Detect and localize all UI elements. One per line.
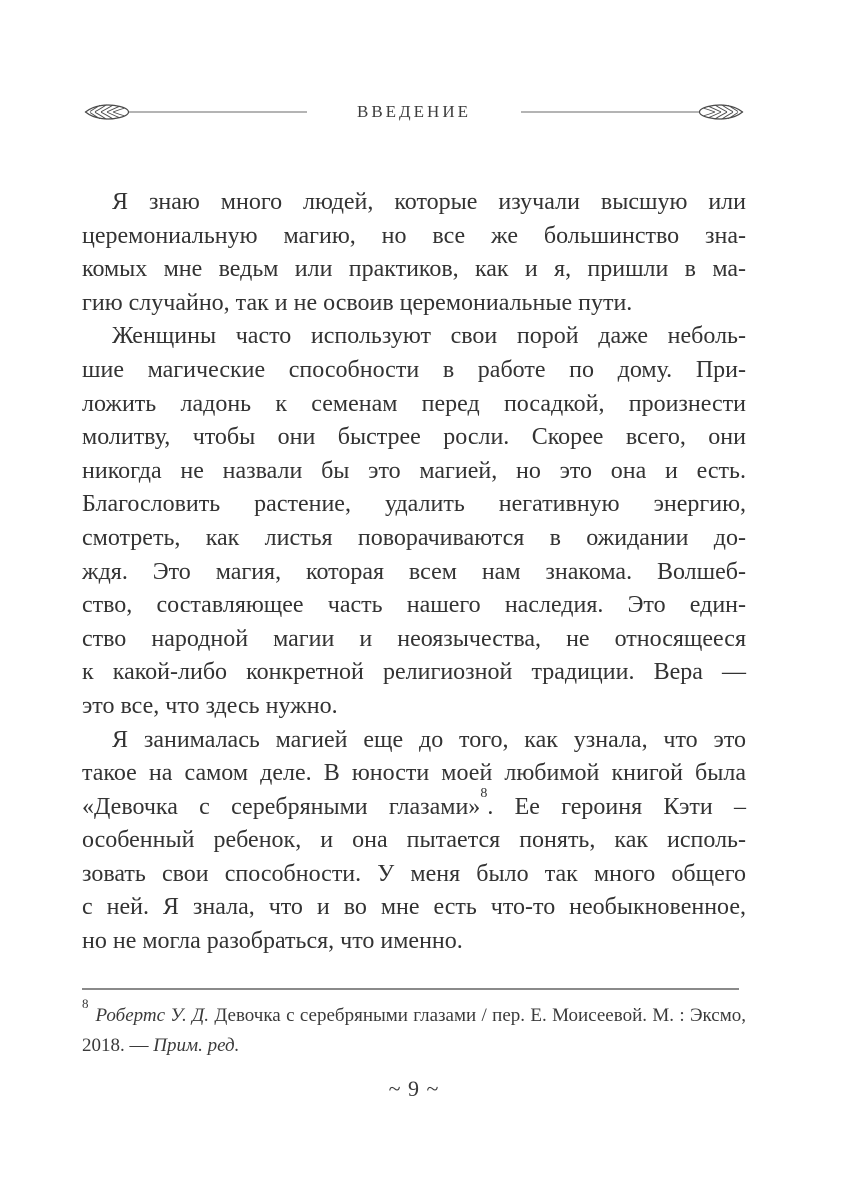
leaf-ornament-right-icon [520,100,746,124]
text-line: ство, составляющее часть нашего наследия. Это един- [82,592,746,619]
body-text [82,186,746,959]
text-line: комых мне ведьм или практиков, как и я, пришли в ма- [82,256,746,283]
text-segment: «Девочка с серебряными глазами» [82,793,481,820]
footnote-reference: 8 [480,785,488,801]
footnote-editor-note: Прим. ред. [153,1035,240,1056]
text-line: но не могла разобраться, что именно. [82,928,463,955]
text-line: смотреть, как листья поворачиваются в ожидании до- [82,524,746,551]
footnote-marker: 8 [82,995,89,1011]
paragraph-3 [82,724,746,959]
text-line: Я знаю много людей, которые изучали высшую или [112,189,746,215]
text-line: с ней. Я знала, что и во мне есть что-то необыкновенное, [82,894,746,921]
text-line: зовать свои способности. У меня было так много общего [82,860,746,887]
text-line: ждя. Это магия, которая всем нам знакома. Волшеб- [82,558,746,585]
text-line: особенный ребенок, и она пытается понять, как исполь- [82,827,746,854]
page-number: ~ 9 ~ [388,1076,440,1101]
text-line: гию случайно, так и не освоив церемониальные пути. [82,289,633,316]
footnote-separator [82,988,739,990]
text-line: шие магические способности в работе по дому. При- [82,356,746,383]
chapter-title: ВВЕДЕНИЕ [357,102,471,121]
text-line: ложить ладонь к семенам перед посадкой, произнести [82,390,746,417]
footnote-author: Робертс У. Д. [95,1005,209,1026]
paragraph-2 [82,320,746,723]
text-column [82,0,746,1200]
text-line: церемониальную магию, но все же большинство зна- [82,222,746,249]
paragraph-1 [82,186,746,320]
text-line: такое на самом деле. В юности моей любимой книгой была [82,760,746,787]
text-line: Я занималась магией еще до того, как узнала, что это [112,726,746,753]
text-line-with-footnote-ref [82,785,746,825]
text-line: к какой-либо конкретной религиозной традиции. Вера — [82,659,746,686]
text-line: молитву, чтобы они быстрее росли. Скорее всего, они [82,424,746,451]
text-segment: . Ее героиня Кэти – [487,793,746,820]
text-line: Женщины часто используют свои порой даже неболь- [112,323,746,350]
footnote-text: Девочка с серебряными глазами / пер. Е. Моисеевой. М. : Эксмо, 2018. — [82,1005,746,1056]
text-line: Благословить растение, удалить негативную энергию, [82,491,746,518]
text-line: никогда не назвали бы это магией, но это она и есть. [82,457,746,484]
footnote [82,995,746,1061]
leaf-ornament-left-icon [82,100,308,124]
text-line: это все, что здесь нужно. [82,692,338,719]
text-line: ство народной магии и неоязычества, не относящееся [82,625,746,652]
chapter-header [82,98,746,126]
